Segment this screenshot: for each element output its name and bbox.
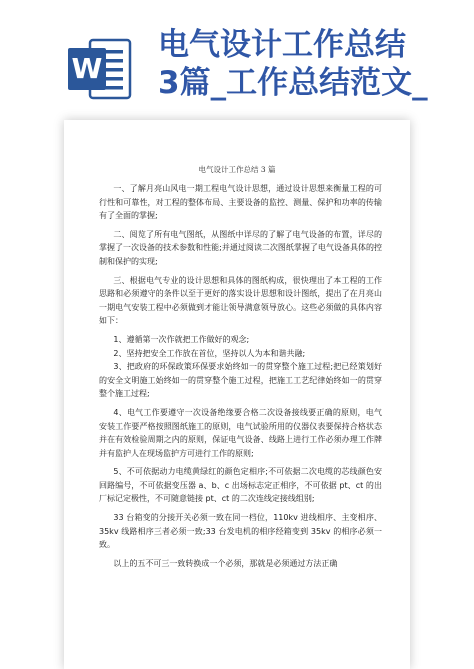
document-body [99, 182, 382, 575]
list-item: 4、电气工作要遵守一次设备绝缘要合格二次设备接线要正确的原则，电气安装工作要严格按照图纸施工的原则，电气试验所用的仪器仪表要保持合格状态并在有效检验周期之内的原则，保证电气设备、线路上进行工作必须办理工作牌并有监护人在现场监护方可进行工作的原则; [99, 407, 382, 458]
document-page[interactable] [64, 120, 410, 669]
paragraph: 以上的五不可三一致转换成一个必须，那就是必须通过方法正确 [113, 558, 338, 568]
list-item: 3、把政府的环保政策环保要求始终如一的贯穿整个施工过程;把已经策划好的安全文明施工始终如一的贯穿整个施工过程，把施工工艺纪律始终如一的贯穿整个施工过程; [99, 362, 382, 399]
list-item: 1、遵循第一次作就把工作做好的观念; [113, 334, 250, 344]
paragraph: 33 台箱变的分接开关必须一致在同一档位，110kv 进线相序、主变相序、35kv 线路相序三者必须一致;33 台发电机的相序经箱变到 35kv 的相序必须一致。 [99, 513, 382, 550]
paragraph: 二、阅览了所有电气图纸，从图纸中详尽的了解了电气设备的布置，详尽的掌握了一次设备的技术参数和性能;并通过阅读二次图纸掌握了电气设备具体的控制和保护的实现; [99, 229, 382, 266]
word-document-icon [66, 34, 132, 104]
page-title [158, 26, 470, 102]
list-item: 2、坚持把安全工作放在首位，坚持以人为本和谐共融; [113, 348, 306, 358]
document-heading: 电气设计工作总结 3 篇 [198, 165, 276, 174]
page-title-line-2: 3篇_工作总结范文_ [158, 65, 428, 101]
list-item: 5、不可依据动力电缆黄绿红的颜色定相序;不可依据二次电缆的芯线颜色安回路编号，不可依据变压器 a、b、c 出场标志定正相序，不可依据 pt、ct 的出厂标记定极性，不可随意链接 pt、ct 的二次连线定接线组别; [99, 467, 382, 504]
logo-letter: W [71, 52, 103, 85]
paragraph: 一、了解月亮山风电一期工程电气设计思想，通过设计思想来衡量工程的可行性和可靠性，对工程的整体布局、主要设备的监控、测量、保护和功率的传输有了全面的掌握; [99, 184, 382, 221]
paragraph: 三、根据电气专业的设计思想和具体的图纸构成，很快理出了本工程的工作思路和必须遵守的条件以至于更好的落实设计思想和设计图纸，提出了在月亮山一期电气安装工程中必须做到才能让领导满意领导放心。这些必须做的具体内容如下： [99, 275, 382, 326]
page-title-line-1: 电气设计工作总结 [158, 27, 406, 63]
